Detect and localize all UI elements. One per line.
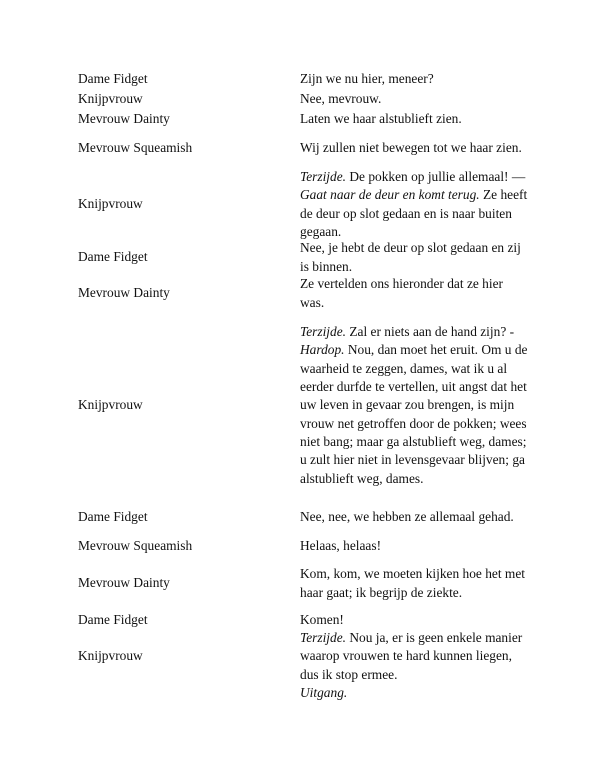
dialogue-row [0, 684, 600, 703]
dialogue-line: Terzijde. Nou ja, er is geen enkele manier waarop vrouwen te hard kunnen liegen, dus ik stop ermee. [300, 630, 523, 682]
dialogue-line: Nee, mevrouw. [300, 91, 382, 107]
dialogue-row [0, 556, 600, 611]
dialogue-line: Nee, je hebt de deur op slot gedaan en zij is binnen. [300, 240, 521, 274]
dialogue-line: Terzijde. Zal er niets aan de hand zijn? - Hardop. Nou, dan moet het eruit. Om u de waarheid te zeggen, dames, wat ik u al eerder durfde te vertellen, uit angst dat het uw leven in gevaar zou brengen, is mijn vrouw net getroffen door de pokken; wees niet bang; maar ga alstublieft weg, dames; u zult hier niet in levensgevaar blijven; ga alstublieft weg, dames. [300, 324, 528, 486]
speaker-name: Knijpvrouw [78, 397, 143, 413]
dialogue-row [0, 90, 600, 109]
dialogue-line: Komen! [300, 612, 344, 628]
stage-direction: Gaat naar de deur en komt terug. [300, 187, 480, 203]
dialogue-row [0, 130, 600, 167]
speaker-name: Knijpvrouw [78, 91, 143, 107]
stage-direction: Terzijde. [300, 324, 347, 340]
dialogue-row [0, 499, 600, 536]
dialogue-line: Ze vertelden ons hieronder dat ze hier was. [300, 276, 503, 310]
dialogue-row [0, 312, 600, 499]
dialogue-line: Nee, nee, we hebben ze allemaal gehad. [300, 509, 514, 525]
stage-direction: Terzijde. [300, 168, 347, 184]
speaker-name: Mevrouw Squeamish [78, 538, 193, 554]
dialogue-row [0, 611, 600, 630]
dialogue-line: Wij zullen niet bewegen tot we haar zien. [300, 140, 522, 156]
dialogue-line: Kom, kom, we moeten kijken hoe het met haar gaat; ik begrijp de ziekte. [300, 566, 525, 600]
dialogue-row [0, 110, 600, 129]
speaker-name: Dame Fidget [78, 509, 148, 525]
dialogue-row [0, 168, 600, 241]
speaker-name: Mevrouw Dainty [78, 285, 170, 301]
speaker-name: Knijpvrouw [78, 196, 143, 212]
dialogue-row [0, 70, 600, 89]
stage-direction: Uitgang. [300, 685, 348, 701]
dialogue-line: Helaas, helaas! [300, 538, 382, 554]
dialogue-row [0, 629, 600, 684]
speaker-name: Dame Fidget [78, 71, 148, 87]
dialogue-row [0, 239, 600, 276]
speaker-name: Mevrouw Dainty [78, 575, 170, 591]
speaker-name: Dame Fidget [78, 249, 148, 265]
dialogue-line [300, 684, 528, 702]
speaker-name: Mevrouw Squeamish [78, 140, 193, 156]
dialogue-row [0, 537, 600, 556]
dialogue-line: Laten we haar alstublieft zien. [300, 111, 462, 127]
speaker-name: Dame Fidget [78, 612, 148, 628]
dialogue-line: Terzijde. De pokken op jullie allemaal! — Gaat naar de deur en komt terug. Ze heeft de deur op slot gedaan en is naar buiten gegaan. [300, 168, 528, 239]
speaker-name: Mevrouw Dainty [78, 111, 170, 127]
stage-direction: Terzijde. [300, 630, 347, 646]
dialogue-line: Zijn we nu hier, meneer? [300, 71, 434, 87]
dialogue-row [0, 275, 600, 312]
stage-direction: Hardop. [300, 342, 345, 358]
speaker-name: Knijpvrouw [78, 648, 143, 664]
